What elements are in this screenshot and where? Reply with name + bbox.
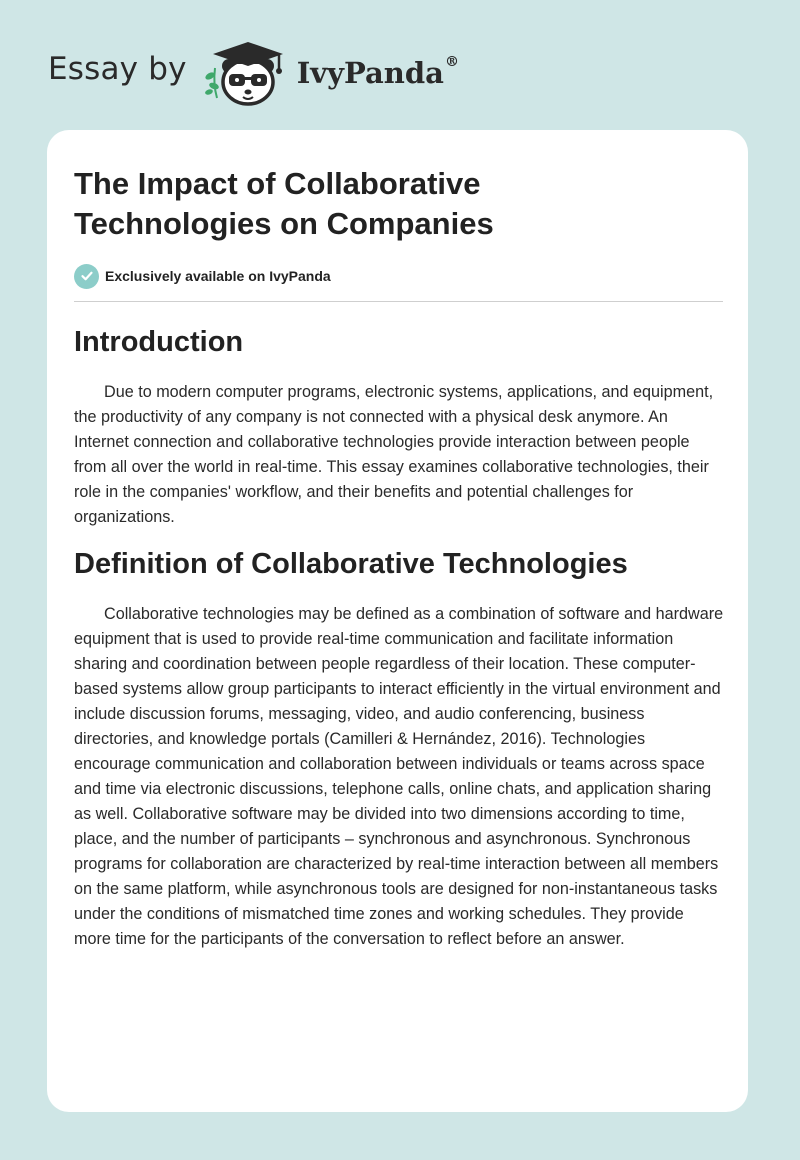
essay-title-line-2: Technologies on Companies (74, 206, 494, 241)
exclusive-badge (74, 263, 724, 289)
section-heading-introduction: Introduction (74, 326, 244, 358)
essay-by-label: Essay by (48, 51, 187, 87)
brand-name[interactable]: IvyPanda® (296, 54, 459, 90)
essay-card (47, 130, 748, 1112)
essay-title-line-1: The Impact of Collaborative (74, 166, 481, 201)
registered-mark: ® (444, 54, 459, 70)
essay-content (74, 164, 724, 952)
essay-title (74, 164, 724, 244)
section-heading-definition: Definition of Collaborative Technologies (74, 548, 628, 580)
check-circle-icon (74, 264, 99, 289)
site-header (48, 36, 459, 108)
ivypanda-logo-icon[interactable] (201, 36, 291, 108)
section-body-definition: Collaborative technologies may be defined as a combination of software and hardware equipment that is used to provide real-time communication and facilitate information sharing and coordination between people regardless of their location. These computer-based systems allow group participants to interact efficiently in the virtual environment and include discussion forums, messaging, video, and audio conferencing, business directories, and knowledge portals (Camilleri & Hernández, 2016). Technologies encourage communication and collaboration between individuals or teams across space and time via electronic discussions, telephone calls, online chats, and application sharing as well. Collaborative software may be divided into two dimensions according to time, place, and the number of participants – synchronous and asynchronous. Synchronous programs for collaboration are characterized by real-time interaction between all members on the same platform, while asynchronous tools are designed for non-instantaneous tasks under the conditions of mismatched time zones and working schedules. They provide more time for the participants of the conversation to reflect before an answer. (74, 605, 724, 948)
exclusive-badge-label: Exclusively available on IvyPanda (105, 268, 331, 284)
section-body-introduction: Due to modern computer programs, electronic systems, applications, and equipment, the productivity of any company is not connected with a physical desk anymore. An Internet connection and collaborative technologies provide interaction between people from all over the world in real-time. This essay examines collaborative technologies, their role in the companies' workflow, and their benefits and potential challenges for organizations. (74, 383, 714, 526)
title-divider (74, 301, 723, 302)
